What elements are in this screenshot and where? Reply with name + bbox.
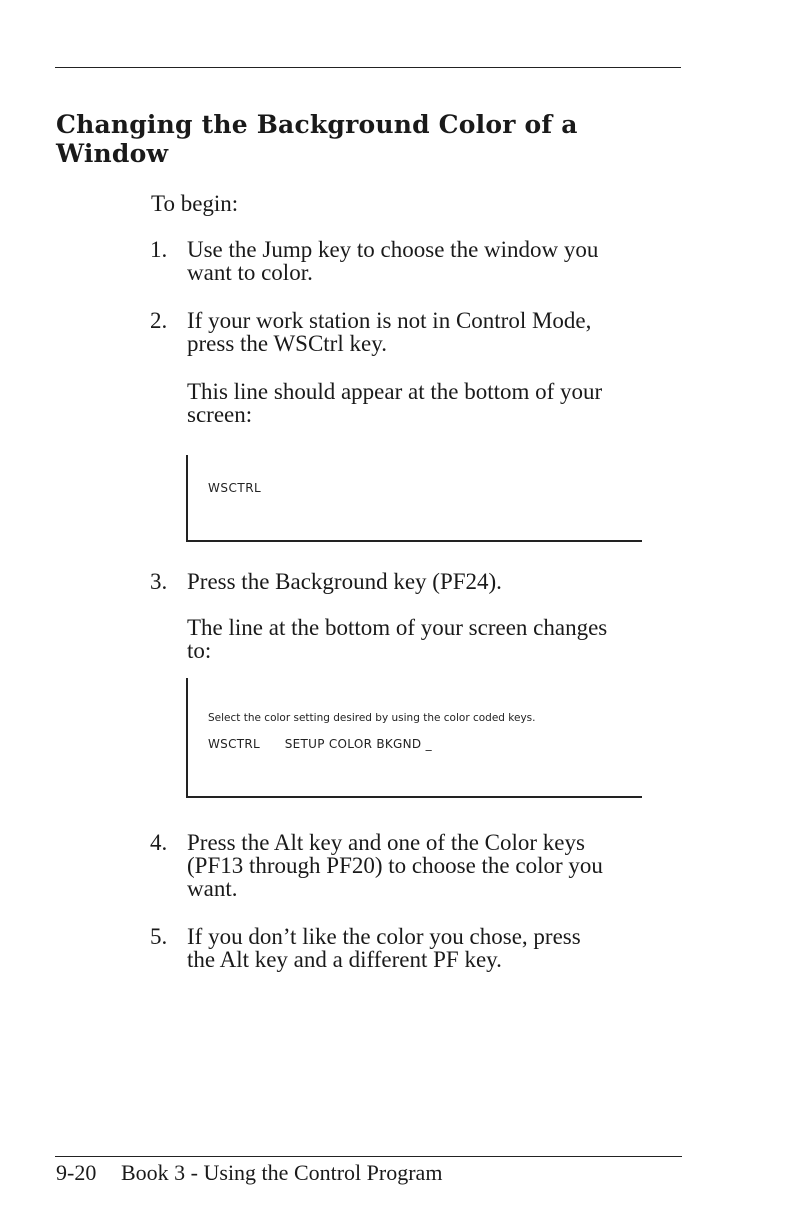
screen-line: WSCTRL — [208, 481, 262, 495]
step-text — [187, 831, 687, 900]
section-title: Changing the Background Color of a Window — [56, 110, 578, 168]
note-line: screen: — [187, 402, 253, 427]
screen-command-line: WSCTRL SETUP COLOR BKGND _ — [208, 737, 432, 751]
step-line: want to color. — [187, 260, 313, 285]
step-number: 2. — [150, 308, 168, 333]
step-line: If your work station is not in Control Mode, — [187, 308, 592, 333]
step-line: Use the Jump key to choose the window you — [187, 237, 599, 262]
step-text — [187, 309, 687, 355]
bottom-rule — [55, 1156, 682, 1157]
step-line: want. — [187, 876, 238, 901]
step-text — [187, 925, 687, 971]
step-line: the Alt key and a different PF key. — [187, 947, 502, 972]
note-line: This line should appear at the bottom of your — [187, 379, 603, 404]
intro-text: To begin: — [151, 191, 239, 216]
screen-prompt-line: Select the color setting desired by using the color coded keys. — [208, 712, 536, 724]
note-line: to: — [187, 638, 212, 663]
note-text — [187, 616, 687, 662]
page-number: 9-20 — [56, 1160, 97, 1185]
step-line: press the WSCtrl key. — [187, 331, 387, 356]
step-number: 4. — [150, 830, 168, 855]
step-line: (PF13 through PF20) to choose the color you — [187, 853, 603, 878]
step-number: 5. — [150, 924, 168, 949]
book-title: Book 3 - Using the Control Program — [121, 1160, 443, 1185]
note-line: The line at the bottom of your screen changes — [187, 615, 608, 640]
step-line: Press the Alt key and one of the Color keys — [187, 830, 585, 855]
step-text — [187, 570, 687, 593]
top-rule — [55, 67, 681, 68]
note-text — [187, 380, 687, 426]
step-line: If you don’t like the color you chose, press — [187, 924, 581, 949]
step-number: 3. — [150, 569, 168, 594]
step-number: 1. — [150, 237, 168, 262]
step-text — [187, 238, 687, 284]
step-line: Press the Background key (PF24). — [187, 569, 502, 594]
screen-example-setup-color — [186, 678, 642, 798]
screen-example-wsctrl — [186, 455, 642, 542]
